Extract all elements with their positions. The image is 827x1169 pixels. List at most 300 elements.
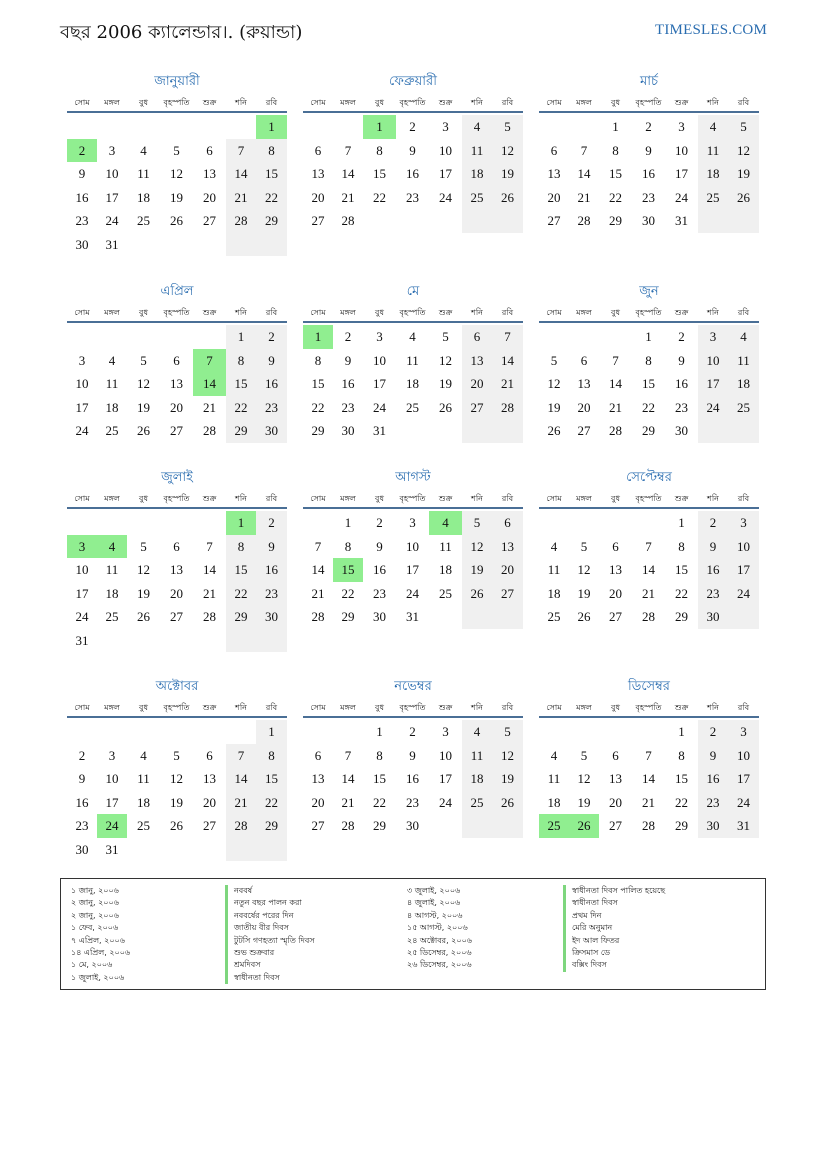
calendar-day[interactable]: 1 bbox=[376, 724, 383, 739]
calendar-day[interactable]: 1 bbox=[678, 724, 685, 739]
calendar-day[interactable]: 7 bbox=[226, 744, 256, 768]
calendar-day[interactable]: 29 bbox=[341, 609, 355, 624]
calendar-day[interactable]: 15 bbox=[333, 558, 363, 582]
calendar-day[interactable]: 18 bbox=[439, 562, 452, 577]
calendar-day[interactable]: 3 bbox=[108, 142, 116, 158]
calendar-day[interactable]: 18 bbox=[105, 585, 119, 601]
calendar-day[interactable]: 5 bbox=[728, 115, 759, 139]
calendar-day[interactable]: 9 bbox=[78, 166, 86, 181]
calendar-day[interactable]: 22 bbox=[256, 791, 287, 815]
calendar-day[interactable]: 19 bbox=[577, 794, 591, 810]
calendar-day[interactable]: 16 bbox=[642, 166, 655, 181]
calendar-day[interactable]: 27 bbox=[547, 213, 561, 228]
calendar-day[interactable]: 26 bbox=[462, 582, 492, 606]
calendar-day[interactable]: 24 bbox=[439, 189, 452, 205]
calendar-day[interactable]: 22 bbox=[311, 399, 325, 415]
calendar-day[interactable]: 22 bbox=[226, 396, 256, 420]
calendar-day[interactable]: 21 bbox=[226, 186, 256, 210]
calendar-day[interactable]: 17 bbox=[105, 794, 119, 810]
calendar-day[interactable]: 10 bbox=[105, 166, 119, 181]
calendar-day[interactable]: 14 bbox=[226, 767, 256, 791]
calendar-day[interactable]: 28 bbox=[311, 609, 325, 624]
calendar-day[interactable]: 26 bbox=[547, 423, 561, 438]
calendar-day[interactable]: 2 bbox=[256, 511, 287, 535]
calendar-day[interactable]: 2 bbox=[409, 724, 416, 739]
calendar-day[interactable]: 24 bbox=[75, 609, 89, 624]
calendar-day[interactable]: 15 bbox=[226, 372, 256, 396]
calendar-day[interactable]: 8 bbox=[226, 535, 256, 559]
calendar-day[interactable]: 18 bbox=[462, 767, 492, 791]
calendar-day[interactable]: 27 bbox=[577, 423, 591, 438]
calendar-day[interactable]: 19 bbox=[577, 585, 591, 601]
calendar-day[interactable]: 5 bbox=[442, 329, 449, 344]
calendar-day[interactable]: 5 bbox=[140, 538, 147, 554]
calendar-day[interactable]: 9 bbox=[256, 535, 287, 559]
calendar-day[interactable]: 10 bbox=[728, 744, 759, 768]
calendar-day[interactable]: 7 bbox=[645, 538, 652, 554]
calendar-day[interactable]: 6 bbox=[206, 747, 213, 763]
calendar-day[interactable]: 25 bbox=[137, 818, 150, 833]
calendar-day[interactable]: 23 bbox=[698, 582, 728, 606]
calendar-day[interactable]: 5 bbox=[173, 747, 180, 763]
calendar-day[interactable]: 11 bbox=[137, 166, 150, 181]
calendar-day[interactable]: 20 bbox=[609, 585, 622, 601]
calendar-day[interactable]: 13 bbox=[492, 535, 523, 559]
calendar-day[interactable]: 25 bbox=[462, 186, 492, 210]
calendar-day[interactable]: 17 bbox=[406, 562, 419, 577]
calendar-day[interactable]: 6 bbox=[314, 747, 322, 763]
calendar-day[interactable]: 23 bbox=[75, 818, 89, 833]
calendar-day[interactable]: 2 bbox=[698, 511, 728, 535]
calendar-day[interactable]: 8 bbox=[376, 142, 383, 158]
calendar-day[interactable]: 9 bbox=[409, 747, 416, 763]
calendar-day[interactable]: 13 bbox=[577, 376, 591, 391]
calendar-day[interactable]: 4 bbox=[462, 115, 492, 139]
calendar-day[interactable]: 8 bbox=[678, 747, 685, 763]
calendar-day[interactable]: 4 bbox=[429, 511, 462, 535]
calendar-day[interactable]: 19 bbox=[547, 399, 561, 415]
calendar-day[interactable]: 10 bbox=[439, 142, 452, 158]
calendar-day[interactable]: 14 bbox=[203, 562, 216, 577]
calendar-day[interactable]: 25 bbox=[462, 791, 492, 815]
calendar-day[interactable]: 7 bbox=[645, 747, 652, 763]
calendar-day[interactable]: 12 bbox=[492, 744, 523, 768]
calendar-day[interactable]: 9 bbox=[344, 352, 352, 368]
calendar-day[interactable]: 17 bbox=[439, 166, 452, 181]
calendar-day[interactable]: 19 bbox=[492, 162, 523, 186]
calendar-day[interactable]: 5 bbox=[173, 142, 180, 158]
calendar-day[interactable]: 2 bbox=[678, 329, 685, 344]
calendar-day[interactable]: 19 bbox=[170, 794, 183, 810]
calendar-day[interactable]: 13 bbox=[547, 166, 561, 181]
calendar-day[interactable]: 7 bbox=[206, 538, 213, 554]
calendar-day[interactable]: 31 bbox=[728, 814, 759, 838]
calendar-day[interactable]: 15 bbox=[256, 162, 287, 186]
calendar-day[interactable]: 28 bbox=[609, 423, 622, 438]
calendar-day[interactable]: 24 bbox=[75, 423, 89, 438]
calendar-day[interactable]: 12 bbox=[728, 139, 759, 163]
calendar-day[interactable]: 11 bbox=[462, 744, 492, 768]
calendar-day[interactable]: 28 bbox=[642, 609, 655, 624]
calendar-day[interactable]: 30 bbox=[406, 818, 419, 833]
calendar-day[interactable]: 1 bbox=[612, 119, 619, 134]
calendar-day[interactable]: 28 bbox=[203, 609, 216, 624]
calendar-day[interactable]: 13 bbox=[462, 349, 492, 373]
calendar-day[interactable]: 3 bbox=[442, 119, 449, 134]
calendar-day[interactable]: 2 bbox=[256, 325, 287, 349]
calendar-day[interactable]: 17 bbox=[373, 376, 386, 391]
calendar-day[interactable]: 12 bbox=[492, 139, 523, 163]
calendar-day[interactable]: 18 bbox=[728, 372, 759, 396]
calendar-day[interactable]: 4 bbox=[728, 325, 759, 349]
calendar-day[interactable]: 13 bbox=[609, 562, 622, 577]
calendar-day[interactable]: 16 bbox=[256, 372, 287, 396]
calendar-day[interactable]: 26 bbox=[492, 791, 523, 815]
calendar-day[interactable]: 27 bbox=[311, 818, 325, 833]
calendar-day[interactable]: 15 bbox=[311, 376, 325, 391]
calendar-day[interactable]: 30 bbox=[341, 423, 355, 438]
calendar-day[interactable]: 12 bbox=[170, 166, 183, 181]
calendar-day[interactable]: 8 bbox=[344, 538, 352, 554]
calendar-day[interactable]: 21 bbox=[341, 794, 355, 810]
calendar-day[interactable]: 27 bbox=[609, 609, 622, 624]
calendar-day[interactable]: 10 bbox=[75, 376, 89, 391]
calendar-day[interactable]: 18 bbox=[547, 794, 561, 810]
calendar-day[interactable]: 30 bbox=[698, 814, 728, 838]
calendar-day[interactable]: 30 bbox=[256, 419, 287, 443]
calendar-day[interactable]: 26 bbox=[569, 814, 599, 838]
calendar-day[interactable]: 29 bbox=[311, 423, 325, 438]
calendar-day[interactable]: 6 bbox=[462, 325, 492, 349]
calendar-day[interactable]: 12 bbox=[439, 352, 452, 368]
calendar-day[interactable]: 14 bbox=[642, 771, 655, 786]
calendar-day[interactable]: 17 bbox=[75, 399, 89, 415]
calendar-day[interactable]: 17 bbox=[675, 166, 688, 181]
calendar-day[interactable]: 15 bbox=[642, 376, 655, 391]
calendar-day[interactable]: 20 bbox=[609, 794, 622, 810]
calendar-day[interactable]: 23 bbox=[256, 582, 287, 606]
calendar-day[interactable]: 1 bbox=[303, 325, 333, 349]
calendar-day[interactable]: 15 bbox=[609, 166, 622, 181]
calendar-day[interactable]: 22 bbox=[675, 794, 688, 810]
calendar-day[interactable]: 13 bbox=[203, 166, 216, 181]
calendar-day[interactable]: 21 bbox=[577, 189, 591, 205]
calendar-day[interactable]: 13 bbox=[170, 562, 183, 577]
calendar-day[interactable]: 12 bbox=[577, 771, 591, 786]
calendar-day[interactable]: 28 bbox=[341, 213, 355, 228]
calendar-day[interactable]: 8 bbox=[376, 747, 383, 763]
calendar-day[interactable]: 31 bbox=[105, 841, 119, 857]
calendar-day[interactable]: 15 bbox=[226, 558, 256, 582]
calendar-day[interactable]: 21 bbox=[203, 399, 216, 415]
calendar-day[interactable]: 20 bbox=[170, 399, 183, 415]
calendar-day[interactable]: 15 bbox=[675, 562, 688, 577]
calendar-day[interactable]: 23 bbox=[698, 791, 728, 815]
calendar-day[interactable]: 26 bbox=[728, 186, 759, 210]
calendar-day[interactable]: 6 bbox=[173, 538, 180, 554]
calendar-day[interactable]: 6 bbox=[314, 142, 322, 158]
calendar-day[interactable]: 30 bbox=[642, 213, 655, 228]
calendar-day[interactable]: 11 bbox=[547, 562, 561, 577]
calendar-day[interactable]: 9 bbox=[678, 352, 685, 368]
calendar-day[interactable]: 9 bbox=[376, 538, 383, 554]
calendar-day[interactable]: 7 bbox=[612, 352, 619, 368]
calendar-day[interactable]: 22 bbox=[642, 399, 655, 415]
calendar-day[interactable]: 11 bbox=[105, 562, 119, 577]
calendar-day[interactable]: 20 bbox=[203, 189, 216, 205]
calendar-day[interactable]: 17 bbox=[75, 585, 89, 601]
calendar-day[interactable]: 31 bbox=[105, 236, 119, 252]
calendar-day[interactable]: 27 bbox=[170, 423, 183, 438]
calendar-day[interactable]: 14 bbox=[311, 562, 325, 577]
calendar-day[interactable]: 10 bbox=[406, 538, 419, 554]
calendar-day[interactable]: 6 bbox=[580, 352, 588, 368]
calendar-day[interactable]: 4 bbox=[97, 535, 127, 559]
calendar-day[interactable]: 19 bbox=[137, 585, 150, 601]
calendar-day[interactable]: 20 bbox=[547, 189, 561, 205]
calendar-day[interactable]: 29 bbox=[609, 213, 622, 228]
calendar-day[interactable]: 3 bbox=[108, 747, 116, 763]
calendar-day[interactable]: 11 bbox=[462, 139, 492, 163]
calendar-day[interactable]: 14 bbox=[577, 166, 591, 181]
calendar-day[interactable]: 19 bbox=[492, 767, 523, 791]
calendar-day[interactable]: 10 bbox=[439, 747, 452, 763]
calendar-day[interactable]: 17 bbox=[698, 372, 728, 396]
calendar-day[interactable]: 5 bbox=[492, 115, 523, 139]
calendar-day[interactable]: 2 bbox=[698, 720, 728, 744]
calendar-day[interactable]: 15 bbox=[373, 771, 386, 786]
calendar-day[interactable]: 7 bbox=[344, 142, 352, 158]
calendar-day[interactable]: 28 bbox=[203, 423, 216, 438]
calendar-day[interactable]: 29 bbox=[675, 609, 688, 624]
calendar-day[interactable]: 26 bbox=[137, 423, 150, 438]
calendar-day[interactable]: 1 bbox=[363, 115, 396, 139]
calendar-day[interactable]: 25 bbox=[137, 213, 150, 228]
calendar-day[interactable]: 11 bbox=[728, 349, 759, 373]
calendar-day[interactable]: 7 bbox=[193, 349, 226, 373]
calendar-day[interactable]: 18 bbox=[105, 399, 119, 415]
calendar-day[interactable]: 18 bbox=[406, 376, 419, 391]
calendar-day[interactable]: 4 bbox=[140, 142, 147, 158]
calendar-day[interactable]: 25 bbox=[439, 585, 452, 601]
calendar-day[interactable]: 29 bbox=[675, 818, 688, 833]
calendar-day[interactable]: 24 bbox=[675, 189, 688, 205]
calendar-day[interactable]: 11 bbox=[698, 139, 728, 163]
calendar-day[interactable]: 19 bbox=[170, 189, 183, 205]
calendar-day[interactable]: 5 bbox=[550, 352, 558, 368]
calendar-day[interactable]: 23 bbox=[675, 399, 688, 415]
calendar-day[interactable]: 1 bbox=[678, 515, 685, 530]
calendar-day[interactable]: 7 bbox=[314, 538, 322, 554]
calendar-day[interactable]: 10 bbox=[105, 771, 119, 786]
calendar-day[interactable]: 21 bbox=[642, 585, 655, 601]
calendar-day[interactable]: 23 bbox=[256, 396, 287, 420]
calendar-day[interactable]: 20 bbox=[577, 399, 591, 415]
calendar-day[interactable]: 29 bbox=[226, 605, 256, 629]
calendar-day[interactable]: 16 bbox=[341, 376, 355, 391]
calendar-day[interactable]: 8 bbox=[678, 538, 685, 554]
calendar-day[interactable]: 22 bbox=[226, 582, 256, 606]
calendar-day[interactable]: 8 bbox=[645, 352, 652, 368]
calendar-day[interactable]: 5 bbox=[140, 352, 147, 368]
calendar-day[interactable]: 8 bbox=[314, 352, 322, 368]
calendar-day[interactable]: 25 bbox=[105, 609, 119, 624]
calendar-day[interactable]: 19 bbox=[728, 162, 759, 186]
calendar-day[interactable]: 3 bbox=[442, 724, 449, 739]
calendar-day[interactable]: 19 bbox=[137, 399, 150, 415]
calendar-day[interactable]: 14 bbox=[609, 376, 622, 391]
calendar-day[interactable]: 26 bbox=[137, 609, 150, 624]
calendar-day[interactable]: 8 bbox=[612, 142, 619, 158]
calendar-day[interactable]: 4 bbox=[550, 747, 558, 763]
calendar-day[interactable]: 28 bbox=[226, 209, 256, 233]
calendar-day[interactable]: 17 bbox=[728, 767, 759, 791]
calendar-day[interactable]: 24 bbox=[105, 213, 119, 228]
calendar-day[interactable]: 13 bbox=[609, 771, 622, 786]
calendar-day[interactable]: 17 bbox=[105, 189, 119, 205]
calendar-day[interactable]: 26 bbox=[577, 609, 591, 624]
calendar-day[interactable]: 17 bbox=[728, 558, 759, 582]
calendar-day[interactable]: 26 bbox=[439, 399, 452, 415]
calendar-day[interactable]: 4 bbox=[140, 747, 147, 763]
calendar-day[interactable]: 9 bbox=[698, 744, 728, 768]
calendar-day[interactable]: 14 bbox=[341, 771, 355, 786]
calendar-day[interactable]: 27 bbox=[170, 609, 183, 624]
calendar-day[interactable]: 11 bbox=[547, 771, 561, 786]
calendar-day[interactable]: 16 bbox=[698, 767, 728, 791]
calendar-day[interactable]: 31 bbox=[373, 423, 386, 438]
calendar-day[interactable]: 11 bbox=[105, 376, 119, 391]
calendar-day[interactable]: 24 bbox=[373, 399, 386, 415]
calendar-day[interactable]: 12 bbox=[170, 771, 183, 786]
calendar-day[interactable]: 6 bbox=[612, 538, 619, 554]
calendar-day[interactable]: 16 bbox=[373, 562, 386, 577]
calendar-day[interactable]: 22 bbox=[609, 189, 622, 205]
calendar-day[interactable]: 22 bbox=[373, 794, 386, 810]
calendar-day[interactable]: 24 bbox=[728, 582, 759, 606]
calendar-day[interactable]: 21 bbox=[492, 372, 523, 396]
calendar-day[interactable]: 7 bbox=[344, 747, 352, 763]
calendar-day[interactable]: 16 bbox=[75, 794, 89, 810]
calendar-day[interactable]: 20 bbox=[170, 585, 183, 601]
calendar-day[interactable]: 18 bbox=[547, 585, 561, 601]
calendar-day[interactable]: 30 bbox=[675, 423, 688, 438]
calendar-day[interactable]: 12 bbox=[462, 535, 492, 559]
calendar-day[interactable]: 10 bbox=[728, 535, 759, 559]
calendar-day[interactable]: 30 bbox=[75, 841, 89, 857]
calendar-day[interactable]: 6 bbox=[492, 511, 523, 535]
calendar-day[interactable]: 14 bbox=[341, 166, 355, 181]
calendar-day[interactable]: 13 bbox=[170, 376, 183, 391]
calendar-day[interactable]: 9 bbox=[645, 142, 652, 158]
calendar-day[interactable]: 2 bbox=[67, 139, 97, 163]
calendar-day[interactable]: 1 bbox=[226, 511, 256, 535]
calendar-day[interactable]: 26 bbox=[492, 186, 523, 210]
calendar-day[interactable]: 2 bbox=[645, 119, 652, 134]
calendar-day[interactable]: 30 bbox=[698, 605, 728, 629]
calendar-day[interactable]: 12 bbox=[137, 562, 150, 577]
calendar-day[interactable]: 24 bbox=[439, 794, 452, 810]
calendar-day[interactable]: 2 bbox=[344, 329, 352, 344]
calendar-day[interactable]: 1 bbox=[226, 325, 256, 349]
calendar-day[interactable]: 3 bbox=[78, 352, 86, 368]
calendar-day[interactable]: 18 bbox=[698, 162, 728, 186]
calendar-day[interactable]: 1 bbox=[256, 720, 287, 744]
calendar-day[interactable]: 6 bbox=[612, 747, 619, 763]
calendar-day[interactable]: 31 bbox=[75, 632, 89, 648]
calendar-day[interactable]: 23 bbox=[341, 399, 355, 415]
calendar-day[interactable]: 5 bbox=[580, 747, 588, 763]
calendar-day[interactable]: 2 bbox=[376, 515, 383, 530]
calendar-day[interactable]: 5 bbox=[492, 720, 523, 744]
calendar-day[interactable]: 14 bbox=[642, 562, 655, 577]
calendar-day[interactable]: 21 bbox=[642, 794, 655, 810]
calendar-day[interactable]: 1 bbox=[344, 515, 352, 530]
calendar-day[interactable]: 23 bbox=[406, 189, 419, 205]
calendar-day[interactable]: 27 bbox=[203, 213, 216, 228]
calendar-day[interactable]: 11 bbox=[137, 771, 150, 786]
calendar-day[interactable]: 3 bbox=[728, 720, 759, 744]
calendar-day[interactable]: 24 bbox=[97, 814, 127, 838]
calendar-day[interactable]: 26 bbox=[170, 818, 183, 833]
calendar-day[interactable]: 31 bbox=[675, 213, 688, 228]
calendar-day[interactable]: 12 bbox=[577, 562, 591, 577]
calendar-day[interactable]: 8 bbox=[226, 349, 256, 373]
calendar-day[interactable]: 9 bbox=[698, 535, 728, 559]
calendar-day[interactable]: 4 bbox=[698, 115, 728, 139]
calendar-day[interactable]: 6 bbox=[550, 142, 558, 158]
calendar-day[interactable]: 18 bbox=[137, 189, 150, 205]
calendar-day[interactable]: 29 bbox=[373, 818, 386, 833]
brand-link[interactable]: TIMESLES.COM bbox=[655, 22, 767, 38]
calendar-day[interactable]: 25 bbox=[728, 396, 759, 420]
calendar-day[interactable]: 14 bbox=[492, 349, 523, 373]
calendar-day[interactable]: 8 bbox=[256, 744, 287, 768]
calendar-day[interactable]: 12 bbox=[137, 376, 150, 391]
calendar-day[interactable]: 16 bbox=[256, 558, 287, 582]
calendar-day[interactable]: 15 bbox=[373, 166, 386, 181]
calendar-day[interactable]: 10 bbox=[373, 352, 386, 368]
calendar-day[interactable]: 3 bbox=[728, 511, 759, 535]
calendar-day[interactable]: 18 bbox=[137, 794, 150, 810]
calendar-day[interactable]: 6 bbox=[173, 352, 180, 368]
calendar-day[interactable]: 10 bbox=[698, 349, 728, 373]
calendar-day[interactable]: 27 bbox=[492, 582, 523, 606]
calendar-day[interactable]: 13 bbox=[311, 166, 325, 181]
calendar-day[interactable]: 23 bbox=[406, 794, 419, 810]
calendar-day[interactable]: 3 bbox=[698, 325, 728, 349]
calendar-day[interactable]: 19 bbox=[462, 558, 492, 582]
calendar-day[interactable]: 20 bbox=[311, 189, 325, 205]
calendar-day[interactable]: 16 bbox=[675, 376, 688, 391]
calendar-day[interactable]: 11 bbox=[439, 538, 452, 554]
calendar-day[interactable]: 12 bbox=[547, 376, 561, 391]
calendar-day[interactable]: 1 bbox=[256, 115, 287, 139]
calendar-day[interactable]: 25 bbox=[406, 399, 419, 415]
calendar-day[interactable]: 21 bbox=[226, 791, 256, 815]
calendar-day[interactable]: 10 bbox=[675, 142, 688, 158]
calendar-day[interactable]: 13 bbox=[311, 771, 325, 786]
calendar-day[interactable]: 14 bbox=[193, 372, 226, 396]
calendar-day[interactable]: 4 bbox=[108, 352, 116, 368]
calendar-day[interactable]: 27 bbox=[609, 818, 622, 833]
calendar-day[interactable]: 10 bbox=[75, 562, 89, 577]
calendar-day[interactable]: 3 bbox=[678, 119, 685, 134]
calendar-day[interactable]: 23 bbox=[642, 189, 655, 205]
calendar-day[interactable]: 7 bbox=[226, 139, 256, 163]
calendar-day[interactable]: 20 bbox=[311, 794, 325, 810]
calendar-day[interactable]: 25 bbox=[547, 609, 561, 624]
